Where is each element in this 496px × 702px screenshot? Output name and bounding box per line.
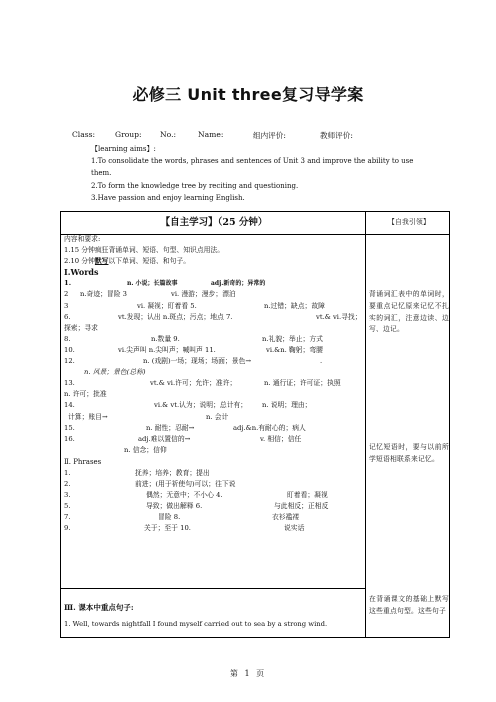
word-row: n. 信念；信仰 bbox=[124, 445, 167, 454]
phrase-row: 9. 关于；至于 10. 说实话 bbox=[64, 524, 305, 533]
phrases-heading: Ⅱ. Phrases bbox=[64, 457, 102, 466]
word-row: 15. n. 耐性；忍耐→ adj.&n.有耐心的；病人 bbox=[64, 423, 306, 432]
sentences-section bbox=[64, 602, 364, 630]
word-row: 12. n. (戏剧)一场；现场；场面；景色→ . bbox=[64, 357, 323, 366]
side-note: 背诵词汇表中的单词时，要重点记忆原来记忆不扎实的词汇，注意边读、边写、边记。 bbox=[369, 290, 449, 334]
phrase-row: 5. 导致；做出解释 6. 与此相反；正相反 bbox=[64, 502, 329, 511]
word-row: 探索；寻求 bbox=[64, 323, 98, 332]
name-label: Name: bbox=[198, 130, 224, 139]
teacher-evaluation-label: 教师评价: bbox=[320, 131, 353, 140]
page-number: 第 1 页 bbox=[229, 669, 267, 678]
requirement-line: 1.15 分钟疯狂背诵单词、短语、句型、知识点用法。 bbox=[64, 246, 225, 255]
number-label: No.: bbox=[160, 130, 177, 139]
word-row: 16. adj.难以置信的→ v. 相信；信任 bbox=[64, 434, 302, 443]
self-guide-title: 【自我引领】 bbox=[388, 218, 430, 226]
phrase-row: 2. 前进；(用于祈使句)可以；往下说 bbox=[64, 480, 236, 489]
group-label: Group: bbox=[115, 130, 142, 139]
aim-item: 3.Have passion and enjoy learning English. bbox=[91, 193, 245, 202]
word-row: 3 vi. 凝视；盯着看 5. n.过错；缺点；故障 bbox=[64, 301, 325, 310]
page-title: 必修三 Unit three复习导学案 bbox=[132, 85, 364, 104]
self-study-title: 【自主学习】（25 分钟） bbox=[160, 217, 268, 228]
word-row: 6. vt.发现；认出 n.斑点；污点；地点 7. vt.& vi.寻找； bbox=[64, 312, 362, 321]
phrase-row: 7. 冒险 8. 衣衫褴褛 bbox=[64, 513, 300, 522]
requirements-heading: 内容和要求: bbox=[64, 235, 101, 243]
aim-item: 2.To form the knowledge tree by reciting and questioning. bbox=[91, 181, 299, 190]
sentence-item: 1. Well, towards nightfall I found myself carried out to sea by a strong wind. bbox=[64, 620, 328, 629]
requirement-line: 2.10 分钟默写以下单词、短语、和句子。 bbox=[64, 257, 191, 266]
learning-aims bbox=[91, 143, 451, 204]
column-divider bbox=[365, 212, 366, 637]
class-label: Class: bbox=[72, 130, 96, 139]
aim-item: 1.To consolidate the words, phrases and sentences of Unit 3 and improve the ability to use bbox=[91, 157, 414, 166]
word-row: 2 n.奇迹；冒险 3 vi. 漫游；漫步；漂泊 bbox=[64, 290, 236, 299]
sentences-heading: Ⅲ. 课本中重点句子: bbox=[64, 603, 134, 612]
word-row: 1. n. 小说；长篇故事 adj.新奇的；异常的 bbox=[64, 279, 266, 288]
phrase-row: 3. 偶然；无意中；不小心 4. 盯着看；凝视 bbox=[64, 491, 328, 500]
aim-item: them. bbox=[91, 169, 112, 178]
words-heading: I.Words bbox=[64, 267, 99, 278]
side-note: 在背诵课文的基础上默写这些重点句型。这些句子 bbox=[369, 595, 449, 615]
word-row: 10. vi.尖声叫 n.尖叫声；喊叫声 11. vi.&n. 鞠躬；弯腰 bbox=[64, 345, 323, 354]
group-evaluation-label: 组内评价: bbox=[253, 131, 286, 140]
word-row: 14. vi.& vt.认为；说明；总计有； n. 说明；理由； bbox=[64, 401, 312, 410]
word-row: 8. n.数量 9. n.礼貌；举止；方式 bbox=[64, 334, 323, 343]
study-table bbox=[60, 211, 450, 638]
word-row: 13. vt.& vi.许可；允许；准许； n. 通行证；许可证；执照 bbox=[64, 379, 341, 388]
sentences-divider-left bbox=[61, 588, 365, 589]
word-row: 计算；账目→ n. 会计 bbox=[68, 412, 229, 421]
phrase-row: 1. 抚养；培养；教育；提出 bbox=[64, 468, 210, 477]
learning-aims-heading: 【learning aims】: bbox=[91, 145, 156, 153]
self-study-column bbox=[64, 212, 364, 535]
student-info-row bbox=[72, 130, 462, 141]
word-row: n. 许可；批准 bbox=[64, 390, 107, 399]
word-row: n. 风景；景色(总称) bbox=[84, 368, 146, 377]
side-note: 记忆短语时，要与以前所学短语相联系来记忆。 bbox=[369, 443, 449, 463]
